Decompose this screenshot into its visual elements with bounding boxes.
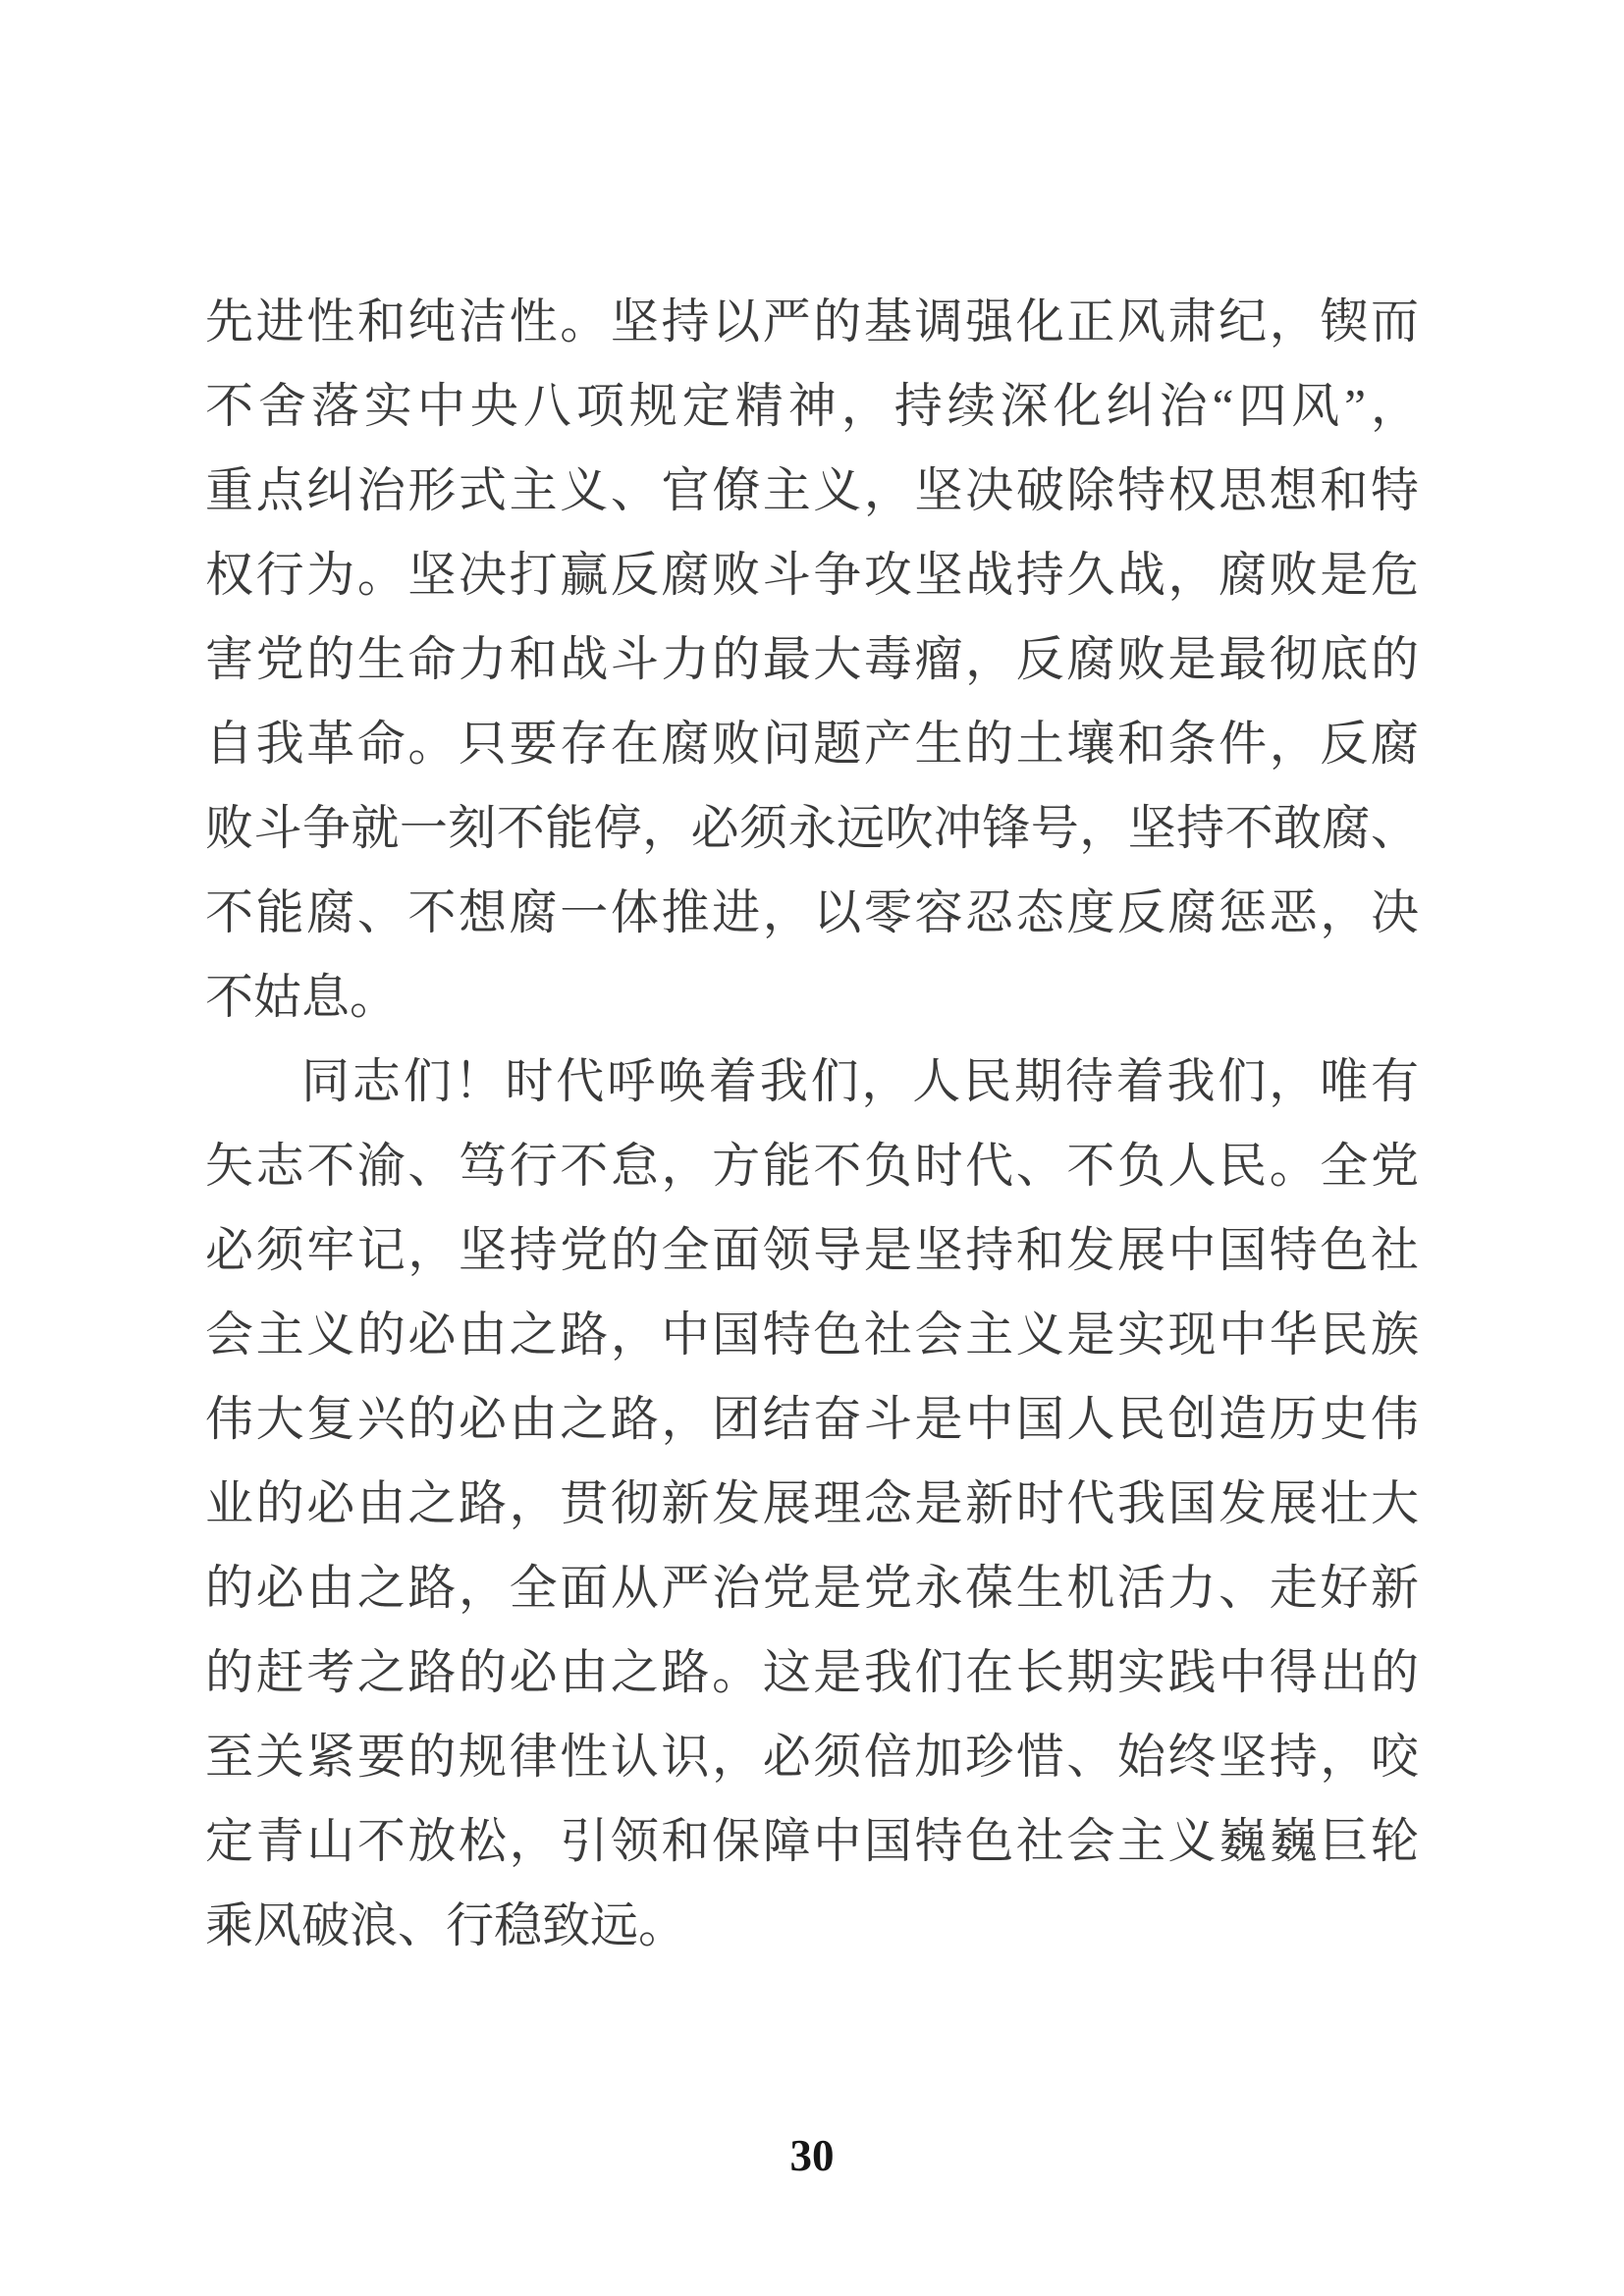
body-text-line: 的必由之路，全面从严治党是党永葆生机活力、走好新 [205, 1561, 1419, 1615]
body-text-line: 定青山不放松，引领和保障中国特色社会主义巍巍巨轮 [205, 1814, 1419, 1868]
body-text-line: 矢志不渝、笃行不怠，方能不负时代、不负人民。全党 [205, 1139, 1419, 1193]
body-text-line: 权行为。坚决打赢反腐败斗争攻坚战持久战，腐败是危 [205, 548, 1419, 602]
body-text-line: 害党的生命力和战斗力的最大毒瘤，反腐败是最彻底的 [205, 632, 1419, 686]
body-text-line: 至关紧要的规律性认识，必须倍加珍惜、始终坚持，咬 [205, 1730, 1419, 1784]
body-text-line: 不能腐、不想腐一体推进，以零容忍态度反腐惩恶，决 [205, 885, 1419, 939]
body-text-line: 必须牢记，坚持党的全面领导是坚持和发展中国特色社 [205, 1223, 1419, 1277]
body-text-line: 不舍落实中央八项规定精神，持续深化纠治“四风”， [205, 379, 1419, 433]
body-text-line: 自我革命。只要存在腐败问题产生的土壤和条件，反腐 [205, 717, 1419, 771]
body-text-line: 的赶考之路的必由之路。这是我们在长期实践中得出的 [205, 1645, 1419, 1699]
body-text-line: 业的必由之路，贯彻新发展理念是新时代我国发展壮大 [205, 1476, 1419, 1530]
body-text-line: 重点纠治形式主义、官僚主义，坚决破除特权思想和特 [205, 463, 1419, 517]
body-text [205, 280, 1419, 1968]
paragraph-2 [205, 1040, 1419, 1968]
paragraph-1 [205, 280, 1419, 1040]
body-text-line: 同志们！时代呼唤着我们，人民期待着我们，唯有 [301, 1054, 1419, 1108]
body-text-line: 先进性和纯洁性。坚持以严的基调强化正风肃纪，锲而 [205, 294, 1419, 348]
page-number: 30 [789, 2131, 835, 2180]
body-text-line: 伟大复兴的必由之路，团结奋斗是中国人民创造历史伟 [205, 1392, 1419, 1446]
body-text-line: 败斗争就一刻不能停，必须永远吹冲锋号，坚持不敢腐、 [205, 801, 1419, 855]
body-text-line: 会主义的必由之路，中国特色社会主义是实现中华民族 [205, 1308, 1419, 1362]
body-text-line: 不姑息。 [205, 970, 399, 1024]
body-text-line: 乘风破浪、行稳致远。 [205, 1898, 687, 1952]
